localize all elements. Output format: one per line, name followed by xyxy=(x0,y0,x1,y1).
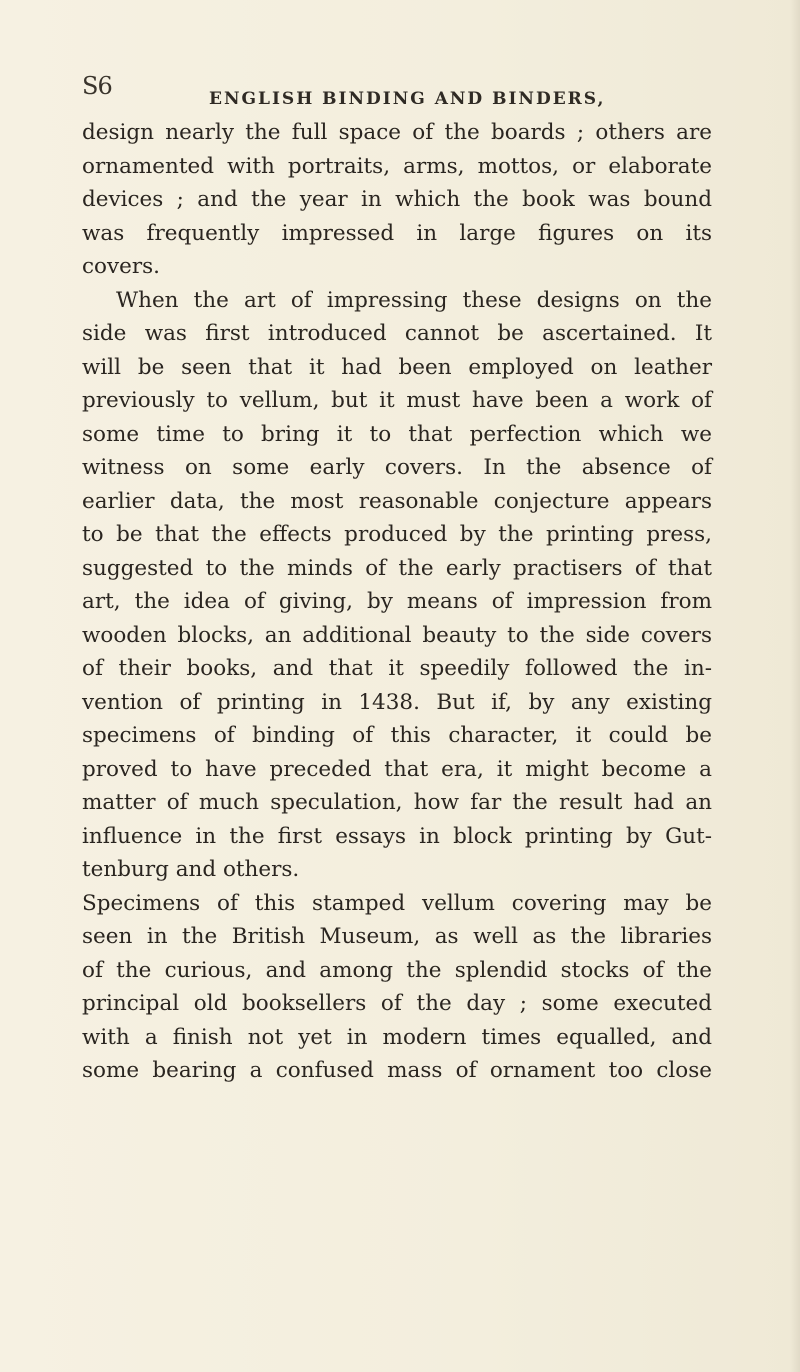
text-line: some time to bring it to that perfection which we xyxy=(82,421,712,447)
text-line: design nearly the full space of the boards ; others are xyxy=(82,120,712,145)
page-edge-shadow xyxy=(790,0,800,1372)
text-line: seen in the British Museum, as well as the libraries xyxy=(82,924,712,949)
text-line: influence in the first essays in block printing by Gut- xyxy=(82,823,712,849)
text-line: was frequently impressed in large figures on its xyxy=(82,220,712,246)
text-line: When the art of impressing these designs on the xyxy=(116,287,712,313)
text-line: with a finish not yet in modern times equalled, and xyxy=(82,1024,712,1050)
text-line: side was first introduced cannot be ascertained. It xyxy=(82,321,712,346)
text-line: some bearing a confused mass of ornament too close xyxy=(82,1058,712,1083)
text-line: Specimens of this stamped vellum covering may be xyxy=(82,890,712,916)
text-line: of their books, and that it speedily followed the in- xyxy=(82,656,712,681)
running-head: ENGLISH BINDING AND BINDERS, xyxy=(209,89,606,109)
text-line: to be that the effects produced by the printing press, xyxy=(82,522,712,547)
text-line: principal old booksellers of the day ; some executed xyxy=(82,991,712,1016)
text-line: previously to vellum, but it must have been a work of xyxy=(82,388,712,413)
text-line: matter of much speculation, how far the result had an xyxy=(82,790,712,815)
text-line: proved to have preceded that era, it might become a xyxy=(82,756,712,782)
text-line: witness on some early covers. In the absence of xyxy=(82,455,712,480)
page-header xyxy=(0,62,800,109)
text-line: will be seen that it had been employed on leather xyxy=(82,354,712,380)
text-line: covers. xyxy=(82,254,161,279)
text-line: wooden blocks, an additional beauty to the side covers xyxy=(82,622,712,648)
text-line: earlier data, the most reasonable conjecture appears xyxy=(82,488,712,514)
text-line: specimens of binding of this character, it could be xyxy=(82,723,712,748)
text-line: vention of printing in 1438. But if, by any existing xyxy=(82,689,712,715)
body-text xyxy=(82,116,712,1088)
text-line: suggested to the minds of the early practisers of that xyxy=(82,555,712,581)
page-number: S6 xyxy=(82,72,112,100)
text-line: of the curious, and among the splendid stocks of the xyxy=(82,957,712,983)
text-line: tenburg and others. xyxy=(82,857,300,882)
text-line: ornamented with portraits, arms, mottos, or elaborate xyxy=(82,153,712,179)
text-line: art, the idea of giving, by means of impression from xyxy=(82,589,712,614)
text-line: devices ; and the year in which the book was bound xyxy=(82,187,712,212)
